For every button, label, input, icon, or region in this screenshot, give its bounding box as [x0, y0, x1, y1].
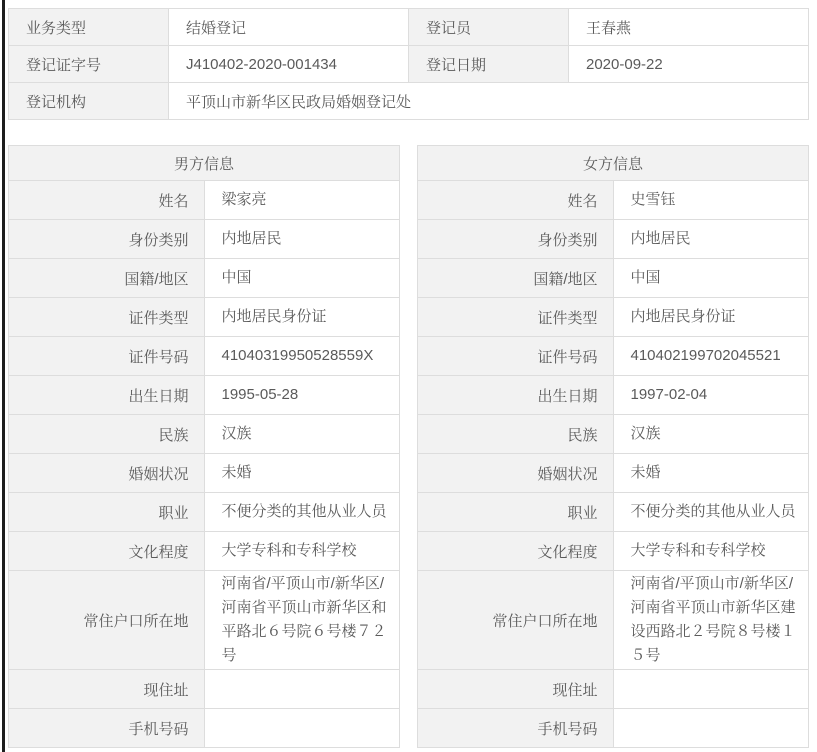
field-value: 41040319950528559X [204, 337, 400, 376]
registrar-value: 王春燕 [569, 9, 809, 46]
left-edge-artifact [2, 0, 5, 752]
field-label: 姓名 [418, 181, 614, 220]
field-label: 证件号码 [418, 337, 614, 376]
table-row [9, 709, 400, 748]
field-label: 身份类别 [9, 220, 205, 259]
registration-summary-table [8, 8, 809, 120]
field-value: 中国 [204, 259, 400, 298]
table-row [418, 220, 809, 259]
field-label: 手机号码 [418, 709, 614, 748]
field-value: 内地居民 [613, 220, 809, 259]
field-label: 现住址 [418, 670, 614, 709]
field-label: 国籍/地区 [9, 259, 205, 298]
field-value [613, 709, 809, 748]
table-row [9, 493, 400, 532]
field-value: 未婚 [613, 454, 809, 493]
field-value: 1995-05-28 [204, 376, 400, 415]
table-row [9, 337, 400, 376]
table-row [9, 415, 400, 454]
table-row [9, 376, 400, 415]
table-row [9, 259, 400, 298]
field-value: 史雪钰 [613, 181, 809, 220]
female-info-title: 女方信息 [418, 146, 809, 181]
table-row [9, 454, 400, 493]
field-value: 内地居民 [204, 220, 400, 259]
field-value: 内地居民身份证 [204, 298, 400, 337]
field-value: 中国 [613, 259, 809, 298]
table-row [9, 532, 400, 571]
field-value: 大学专科和专科学校 [204, 532, 400, 571]
field-value: 未婚 [204, 454, 400, 493]
field-label: 婚姻状况 [418, 454, 614, 493]
field-label: 手机号码 [9, 709, 205, 748]
field-value [613, 670, 809, 709]
field-value: 河南省/平顶山市/新华区/河南省平顶山市新华区和平路北６号院６号楼７２号 [204, 571, 400, 670]
table-row [418, 532, 809, 571]
table-row [9, 46, 809, 83]
female-info-table [417, 145, 809, 748]
field-value: 汉族 [204, 415, 400, 454]
cert-no-value: J410402-2020-001434 [169, 46, 409, 83]
field-label: 身份类别 [418, 220, 614, 259]
field-value: 不便分类的其他从业人员 [613, 493, 809, 532]
table-row [418, 376, 809, 415]
table-row [418, 337, 809, 376]
male-info-table [8, 145, 400, 748]
table-row [9, 181, 400, 220]
table-row [418, 493, 809, 532]
table-row [9, 670, 400, 709]
registrar-label: 登记员 [409, 9, 569, 46]
table-row [418, 146, 809, 181]
male-info-title: 男方信息 [9, 146, 400, 181]
table-row [418, 670, 809, 709]
field-value: 410402199702045521 [613, 337, 809, 376]
field-label: 民族 [418, 415, 614, 454]
table-row [9, 9, 809, 46]
field-value: 1997-02-04 [613, 376, 809, 415]
field-label: 出生日期 [418, 376, 614, 415]
cert-no-label: 登记证字号 [9, 46, 169, 83]
field-label: 民族 [9, 415, 205, 454]
reg-date-value: 2020-09-22 [569, 46, 809, 83]
table-row [418, 298, 809, 337]
field-value: 河南省/平顶山市/新华区/河南省平顶山市新华区建设西路北２号院８号楼１５号 [613, 571, 809, 670]
field-label: 证件号码 [9, 337, 205, 376]
field-label: 职业 [9, 493, 205, 532]
table-row [9, 571, 400, 670]
field-label: 常住户口所在地 [418, 571, 614, 670]
field-label: 证件类型 [418, 298, 614, 337]
table-row [9, 146, 400, 181]
reg-office-label: 登记机构 [9, 83, 169, 120]
table-row [9, 298, 400, 337]
field-value [204, 709, 400, 748]
table-row [418, 709, 809, 748]
table-row [418, 571, 809, 670]
reg-date-label: 登记日期 [409, 46, 569, 83]
reg-office-value: 平顶山市新华区民政局婚姻登记处 [169, 83, 809, 120]
table-row [418, 181, 809, 220]
field-label: 姓名 [9, 181, 205, 220]
field-value [204, 670, 400, 709]
field-label: 出生日期 [9, 376, 205, 415]
business-type-label: 业务类型 [9, 9, 169, 46]
person-info-section [8, 145, 809, 748]
table-row [9, 220, 400, 259]
field-value: 内地居民身份证 [613, 298, 809, 337]
table-row [9, 83, 809, 120]
field-label: 国籍/地区 [418, 259, 614, 298]
field-label: 文化程度 [418, 532, 614, 571]
field-label: 现住址 [9, 670, 205, 709]
field-value: 梁家亮 [204, 181, 400, 220]
table-row [418, 259, 809, 298]
business-type-value: 结婚登记 [169, 9, 409, 46]
table-row [418, 454, 809, 493]
field-value: 不便分类的其他从业人员 [204, 493, 400, 532]
field-value: 大学专科和专科学校 [613, 532, 809, 571]
field-label: 文化程度 [9, 532, 205, 571]
field-label: 职业 [418, 493, 614, 532]
table-row [418, 415, 809, 454]
field-label: 常住户口所在地 [9, 571, 205, 670]
field-label: 证件类型 [9, 298, 205, 337]
field-label: 婚姻状况 [9, 454, 205, 493]
field-value: 汉族 [613, 415, 809, 454]
